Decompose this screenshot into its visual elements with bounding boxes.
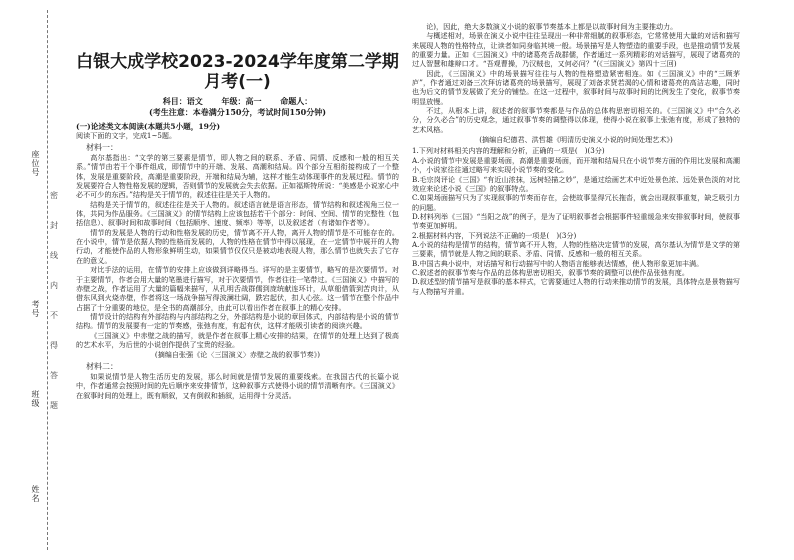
seal-char: 密 [50,191,58,200]
section-heading: (一)论述类文本阅读(本题共5小题，19分) [76,122,221,131]
exam-meta [76,96,399,107]
question-2-option-b: B.中国古典小说中，对话描写和行动描写中的人物语言能够表达情感，使人物形象更加丰满。 [412,258,704,268]
material1-paragraph: 高尔基指出：“文学的第三要素是情节，即人物之间的联系、矛盾、同情、反感和一般的相互关系。”情节由若干个事件组成，即情节中的开端、发展、高潮和结局。四个部分互相衔接构成了一个整体，发展是重要阶段，高潮是重要阶段，开端和结局为辅，这样才能生动体现事件的发展过程。情节的发展要符合人物性格发展的逻辑，否则情节的发展就会失去依据。正如福斯特所说：“美感是小说家心中必不可少的东西。”结构是关于情节的，叙述往往是关于人物的。 [76,153,399,200]
binding-label-class: 班级 [31,390,40,408]
question-1-option-c: C.如果场面描写只为了实现叙事的节奏而存在，会使故事显得冗长拖沓，就会出现叙事重复，缺乏吸引力的问题。 [412,193,740,212]
binding-margin [0,0,62,560]
seal-char: 得 [50,341,58,350]
exam-title: 白银大成学校2023-2024学年度第二学期月考(一) [76,52,399,92]
binding-label-seat: 座位号 [31,150,40,177]
left-column [76,22,399,400]
section-instruction: 阅读下面的文字，完成1~5题。 [76,131,177,141]
question-1-option-a: A.小说的情节中发展是重要场面，高潮是重要场面，而开端和结局只在小说节奏方面的作用比发展和高潮小，小说家往往通过略写来实现小说节奏的变化。 [412,155,740,175]
material2-title: 材料二： [86,361,118,371]
exam-subject: 科目：语文 [162,96,203,106]
material2-source: (摘编自纪德君、洪哲雄《明清历史演义小说的时间处理艺术》) [479,135,673,145]
seal-char: 封 [50,221,58,230]
material2-paragraph: 因此，《三国演义》中的场景描写往往与人物的性格塑造紧密相连。如《三国演义》中的“三顾茅庐”，作者通过刘备三次拜访诸葛亮的场景描写，展现了刘备求贤若渴的心情和诸葛亮的高洁志趣，同时也为后文的情节发展做了充分的铺垫。在这一过程中，叙事时间与故事时间的比例发生了变化，叙事节奏明显放慢。 [412,68,740,106]
material2-paragraph: 如果说情节是人物生活历史的发展，那么时间就是情节发展的重要线索。在我国古代的长篇小说中，作者通常会按照时间的先后顺序来安排情节，这种叙事方式使得小说的情节清晰有序。《三国演义》在叙事时间的处理上，既有顺叙，又有倒叙和插叙，运用得十分灵活。 [76,371,399,400]
question-1-option-d: D.材料列举《三国》“当阳之战”的例子，是为了证明叙事者会根据事件轻重缓急来安排叙事时间，使叙事节奏更加鲜明。 [412,211,740,231]
material1-paragraph: 对比手法的运用，在情节的安排上应该做到详略得当。详写的是主要情节，略写的是次要情节。对于主要情节，作者会用大量的笔墨进行描写，对于次要情节，作者往往一笔带过。《三国演义》中描写的赤壁之战，作者运用了大量的篇幅来描写，从孔明舌战群儒到庞统献连环计，从草船借箭到苦肉计，从借东风到火烧赤壁，作者将这一场战争描写得波澜壮阔，跌宕起伏，扣人心弦。这一情节在整个作品中占据了十分重要的地位，是全书的高潮部分，由此可以看出作者在叙事上的精心安排。 [76,265,399,312]
seal-char: 不 [50,311,58,320]
exam-grade: 年级：高一 [221,96,262,106]
score-note: (考生注意：本卷满分150分，考试时间150分钟) [149,107,326,117]
question-2: 2.根据材料内容，下列说法不正确的一项是( )(3分) [412,230,577,240]
question-2-option-c: C.叙述者的叙事节奏与作品的总体构思密切相关，叙事节奏的调整可以使作品张弛有度。 [412,267,689,277]
seal-char: 内 [50,281,58,290]
question-1-option-b: B.毛宗岗评论《三国》“有近山浓抹，远树轻描之妙”，是通过绘画艺术中近处景色浓、远处景色淡的对比效应来论述小说《三国》的叙事特点。 [412,174,740,193]
material1-source: (摘编自张强《论〈三国演义〉赤壁之战的叙事节奏》) [154,350,321,360]
material2-paragraph: 不过，从根本上讲，叙述者的叙事节奏都是与作品的总体构思密切相关的。《三国演义》中“合久必分，分久必合”的历史观念，通过叙事节奏的调整得以体现，使得小说在叙事上张弛有度，形成了独特的艺术风格。 [412,106,740,134]
seal-char: 线 [50,251,58,260]
seal-char: 答 [50,371,58,380]
material1-paragraph: 情节设计的结构有外部结构与内部结构之分，外部结构是小说的章回体式，内部结构是小说的情节结构。情节的发展要有一定的节奏感，张弛有度，有起有伏，这样才能吸引读者的阅读兴趣。 [76,311,399,331]
question-2-option-a: A.小说的结构是情节的结构，情节离不开人物，人物的性格决定情节的发展，高尔基认为情节是文学的第三要素，情节就是人物之间的联系、矛盾、同情、反感和一般的相互关系。 [412,239,740,259]
question-2-option-d: D.叙述型的情节描写是叙事的基本样式，它需要通过人物的行动来推动情节的发展，具体特点是景物描写与人物描写并重。 [412,277,740,296]
material2-paragraph: 与概述相对，场景在演义小说中往往呈现出一种非常细腻的叙事形态，它常常使用大量的对话和描写来展现人物的性格特点，让读者如同身临其境一般。场景描写是人物塑造的重要手段，也是推动情节发展的重要力量。正如《三国演义》中的诸葛亮舌战群儒，作者通过一系列精彩的对话描写，展现了诸葛亮的过人智慧和雄辩口才。“吾观曹操，乃汉贼也，又何必问？”(《三国演义》第四十三回) [412,31,740,69]
seal-char: 题 [50,401,58,410]
material1-paragraph: 《三国演义》中赤壁之战的描写，就是作者在叙事上精心安排的结果，在情节的处理上达到了极高的艺术水平，为后世的小说创作提供了宝贵的经验。 [76,330,399,349]
material2-paragraph: 论)，因此，绝大多数演义小说的叙事节奏基本上都是以故事时间为主要推动力。 [426,22,678,31]
binding-label-name: 姓名 [31,485,40,503]
binding-label-exam-number: 考号 [31,300,40,318]
exam-setter: 命题人： [280,96,313,106]
right-column [412,22,740,296]
material1-paragraph: 结构是关于情节的，叙述往往是关于人物的。叙述语言就是语言形态，情节结构和叙述视角三位一体，共同为作品服务。《三国演义》的情节结构上应该包括若干个部分：时间、空间、情节的完整性（包括信息）、叙事时间和故事时间（包括顺序、速度、频率）等等，以及叙述者（有诸如作者等）。 [76,199,399,228]
material1-paragraph: 情节的发展是人物的行动和性格发展的历史，情节离不开人物，离开人物的情节是不可能存在的。在小说中，情节是依据人物的性格而发展的，人物的性格在情节中得以展现，在一定情节中展开的人物行动，才能使作品的人物形象鲜明生动，如果情节仅仅只是被动地表现人物，那么情节也就失去了它存在的意义。 [76,227,399,265]
question-1: 1.下列对材料相关内容的理解和分析，正确的一项是( )(3分) [412,146,605,156]
material1-title: 材料一： [86,142,118,152]
seal-line [47,10,48,550]
